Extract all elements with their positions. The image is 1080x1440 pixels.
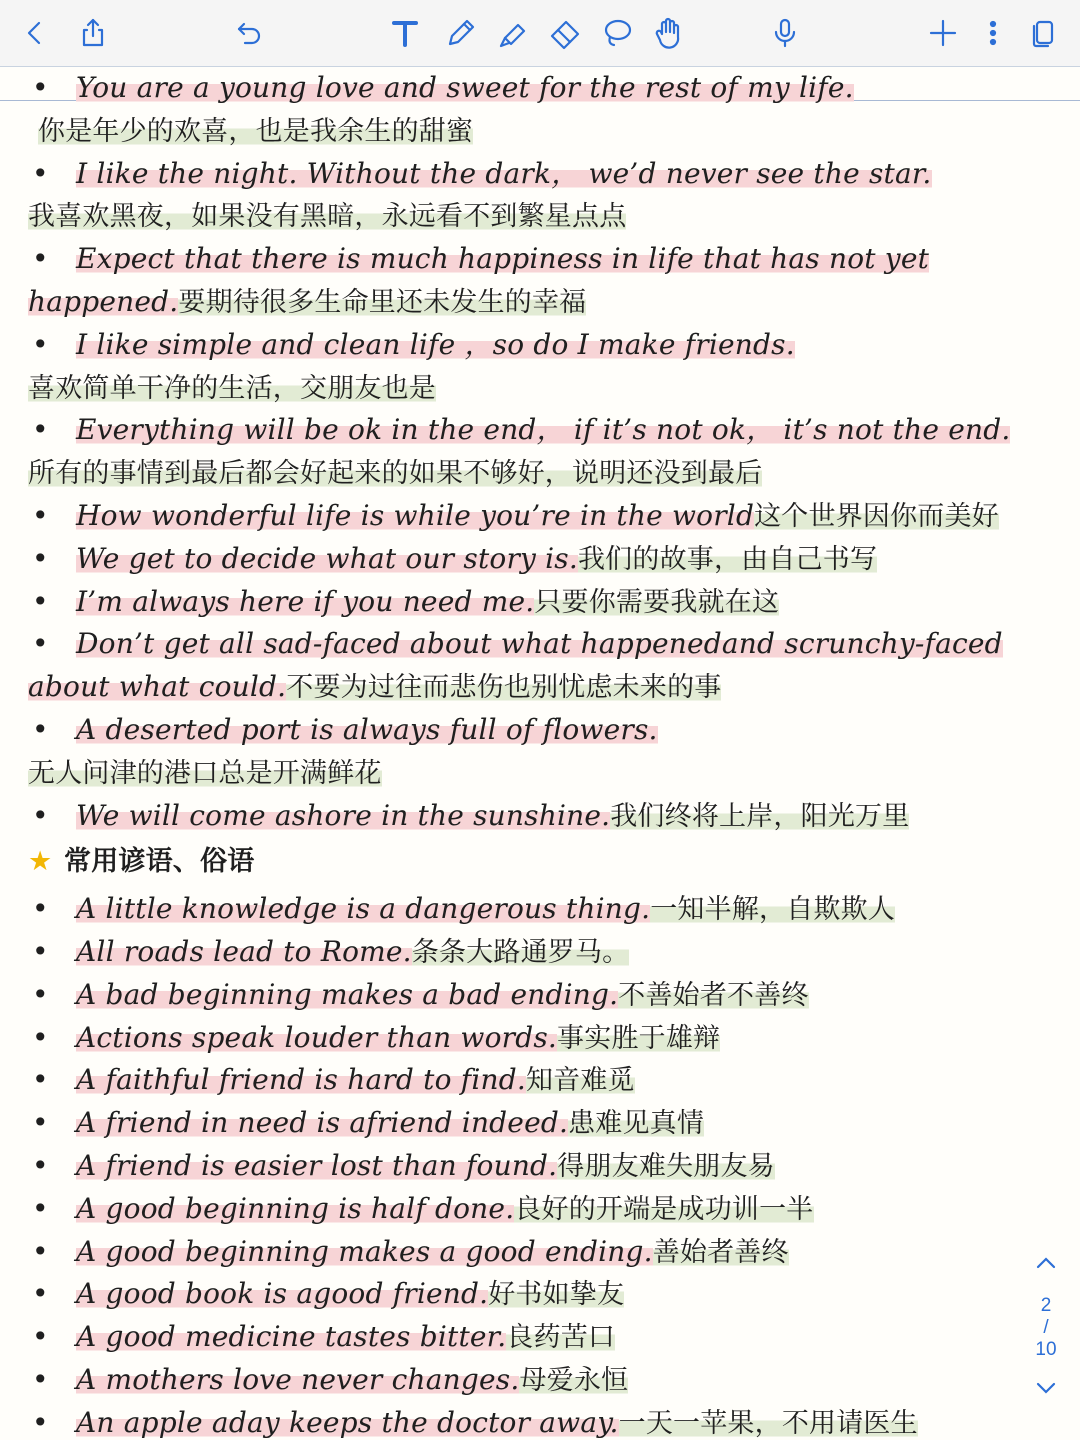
microphone-icon[interactable] [762,10,808,56]
undo-icon[interactable] [226,10,272,56]
bullet-dot: • [32,156,49,190]
english-text: I’m always here if you need me. [76,584,535,618]
note-line [28,110,1058,153]
note-line [28,1359,1058,1402]
english-text: A friend is easier lost than found. [76,1148,558,1182]
chinese-translation: 良药苦口 [506,1322,616,1354]
chinese-translation: 喜欢简单干净的生活，交朋友也是 [28,372,436,404]
english-text: A friend in need is afriend indeed. [76,1106,569,1140]
note-content [28,67,1058,1440]
note-line [28,1017,1058,1060]
bullet-dot: • [32,1405,49,1439]
chinese-translation: 我们终将上岸，阳光万里 [610,800,910,832]
note-line [28,974,1058,1017]
bullet-dot: • [32,242,49,276]
chinese-translation: 母爱永恒 [519,1364,629,1396]
english-text: A faithful friend is hard to find. [76,1063,526,1097]
bullet-dot: • [32,1234,49,1268]
english-text: You are a young love and sweet for the rest of my life. [76,71,854,104]
note-line [28,409,1058,452]
current-page: 2 [1040,1295,1052,1316]
chinese-translation: 条条大路通罗马。 [411,936,630,968]
note-line [28,1102,1058,1145]
english-text: A deserted port is always full of flowers. [76,712,658,746]
english-text: Actions speak louder than words. [76,1020,558,1054]
note-line [28,1402,1058,1440]
bullet-dot: • [32,934,49,968]
pen-icon[interactable] [438,10,484,56]
note-line [28,67,1058,110]
chinese-translation: 一天一苹果，不用请医生 [618,1407,918,1439]
note-line [28,1273,1058,1316]
chinese-translation: 无人问津的港口总是开满鲜花 [28,757,382,789]
english-text: Expect that there is much happiness in life that has not yet [76,242,930,276]
english-text: A good beginning makes a good ending. [76,1234,653,1268]
chinese-translation: 一知半解，自欺欺人 [650,894,896,926]
english-text: A mothers love never changes. [76,1362,520,1396]
chinese-translation: 我喜欢黑夜，如果没有黑暗，永远看不到繁星点点 [28,201,627,233]
note-line [28,623,1058,666]
english-text: Don’t get all sad-faced about what happenedand scrunchy-faced [76,627,1003,661]
bullet-dot: • [32,798,49,832]
note-line [28,1231,1058,1274]
chinese-translation: 良好的开端是成功训一半 [514,1193,814,1225]
chinese-translation: 好书如挚友 [488,1279,625,1311]
chinese-translation: 只要你需要我就在这 [534,586,780,618]
page-navigator [1026,1250,1066,1406]
page-down-icon[interactable] [1026,1375,1066,1406]
section-heading [28,841,1058,884]
hand-tool-icon[interactable] [646,10,692,56]
highlighter-icon[interactable] [490,10,536,56]
english-text: We get to decide what our story is. [76,541,578,575]
chinese-translation: 不要为过往而悲伤也别忧虑未来的事 [286,672,722,704]
note-line [28,666,1058,709]
bullet-dot: • [32,627,49,661]
bullet-dot: • [32,1362,49,1396]
note-line [28,538,1058,581]
page-separator: / [1043,1317,1049,1338]
note-line [28,153,1058,196]
share-icon[interactable] [70,10,116,56]
english-text: I like the night. Without the dark， we’d never see the star. [76,156,932,190]
more-icon[interactable] [970,10,1016,56]
english-text: A good beginning is half done. [76,1191,515,1225]
english-text: A little knowledge is a dangerous thing. [76,892,651,926]
english-text: All roads lead to Rome. [76,934,412,968]
section-heading-text: 常用谚语、俗语 [64,846,255,878]
english-text: about what could. [28,670,287,704]
note-line [28,1188,1058,1231]
chinese-translation: 事实胜于雄辩 [557,1022,721,1054]
bullet-dot: • [32,1063,49,1097]
back-icon[interactable] [12,10,58,56]
english-text: happened. [28,284,179,318]
note-line [28,752,1058,795]
bullet-dot: • [32,1106,49,1140]
bullet-dot: • [32,71,49,104]
chinese-translation: 所有的事情到最后都会好起来的如果不够好，说明还没到最后 [28,458,763,490]
english-text: An apple aday keeps the doctor away. [76,1405,619,1439]
chinese-translation: 不善始者不善终 [618,979,809,1011]
bullet-dot: • [32,1191,49,1225]
bullet-dot: • [32,584,49,618]
eraser-icon[interactable] [542,10,588,56]
chinese-translation: 善始者善终 [652,1236,789,1268]
chinese-translation: 得朋友难失朋友易 [557,1150,775,1182]
bullet-dot: • [32,1148,49,1182]
english-text: How wonderful life is while you’re in the world [76,498,755,532]
note-line [28,931,1058,974]
bullet-dot: • [32,541,49,575]
total-pages: 10 [1035,1339,1057,1360]
note-line [28,709,1058,752]
bullet-dot: • [32,892,49,926]
note-line [28,795,1058,838]
toolbar [0,0,1080,67]
note-line [28,1059,1058,1102]
note-line [28,1316,1058,1359]
page-up-icon[interactable] [1026,1250,1066,1281]
text-tool-icon[interactable] [382,10,428,56]
english-text: A good book is agood friend. [76,1277,489,1311]
note-line [28,1145,1058,1188]
chinese-translation: 你是年少的欢喜，也是我余生的甜蜜 [38,115,474,147]
star-icon: ★ [28,846,53,878]
bullet-dot: • [32,712,49,746]
note-line [28,581,1058,624]
note-line [28,238,1058,281]
bullet-dot: • [32,1020,49,1054]
note-line [28,495,1058,538]
bullet-dot: • [32,1277,49,1311]
bullet-dot: • [32,498,49,532]
note-line [28,888,1058,931]
note-line [28,324,1058,367]
bullet-dot: • [32,977,49,1011]
chinese-translation: 知音难觅 [525,1065,635,1097]
chinese-translation: 我们的故事，由自己书写 [577,543,878,575]
chinese-translation: 要期待很多生命里还未发生的幸福 [178,286,587,318]
lasso-icon[interactable] [594,10,640,56]
english-text: A bad beginning makes a bad ending. [76,977,619,1011]
english-text: Everything will be ok in the end， if it’s not ok， it’s not the end. [76,413,1011,447]
note-line [28,195,1058,238]
notebook-page[interactable] [0,67,1080,1440]
english-text: We will come ashore in the sunshine. [76,798,611,832]
add-icon[interactable] [920,10,966,56]
note-line [28,281,1058,324]
bullet-dot: • [32,413,49,447]
chinese-translation: 这个世界因你而美好 [754,500,999,532]
note-line [28,367,1058,410]
chinese-translation: 患难见真情 [568,1108,705,1140]
english-text: I like simple and clean life ，so do I make friends. [76,327,795,361]
pages-icon[interactable] [1020,10,1066,56]
note-line [28,452,1058,495]
english-text: A good medicine tastes bitter. [76,1320,507,1354]
bullet-dot: • [32,1320,49,1354]
bullet-dot: • [32,327,49,361]
